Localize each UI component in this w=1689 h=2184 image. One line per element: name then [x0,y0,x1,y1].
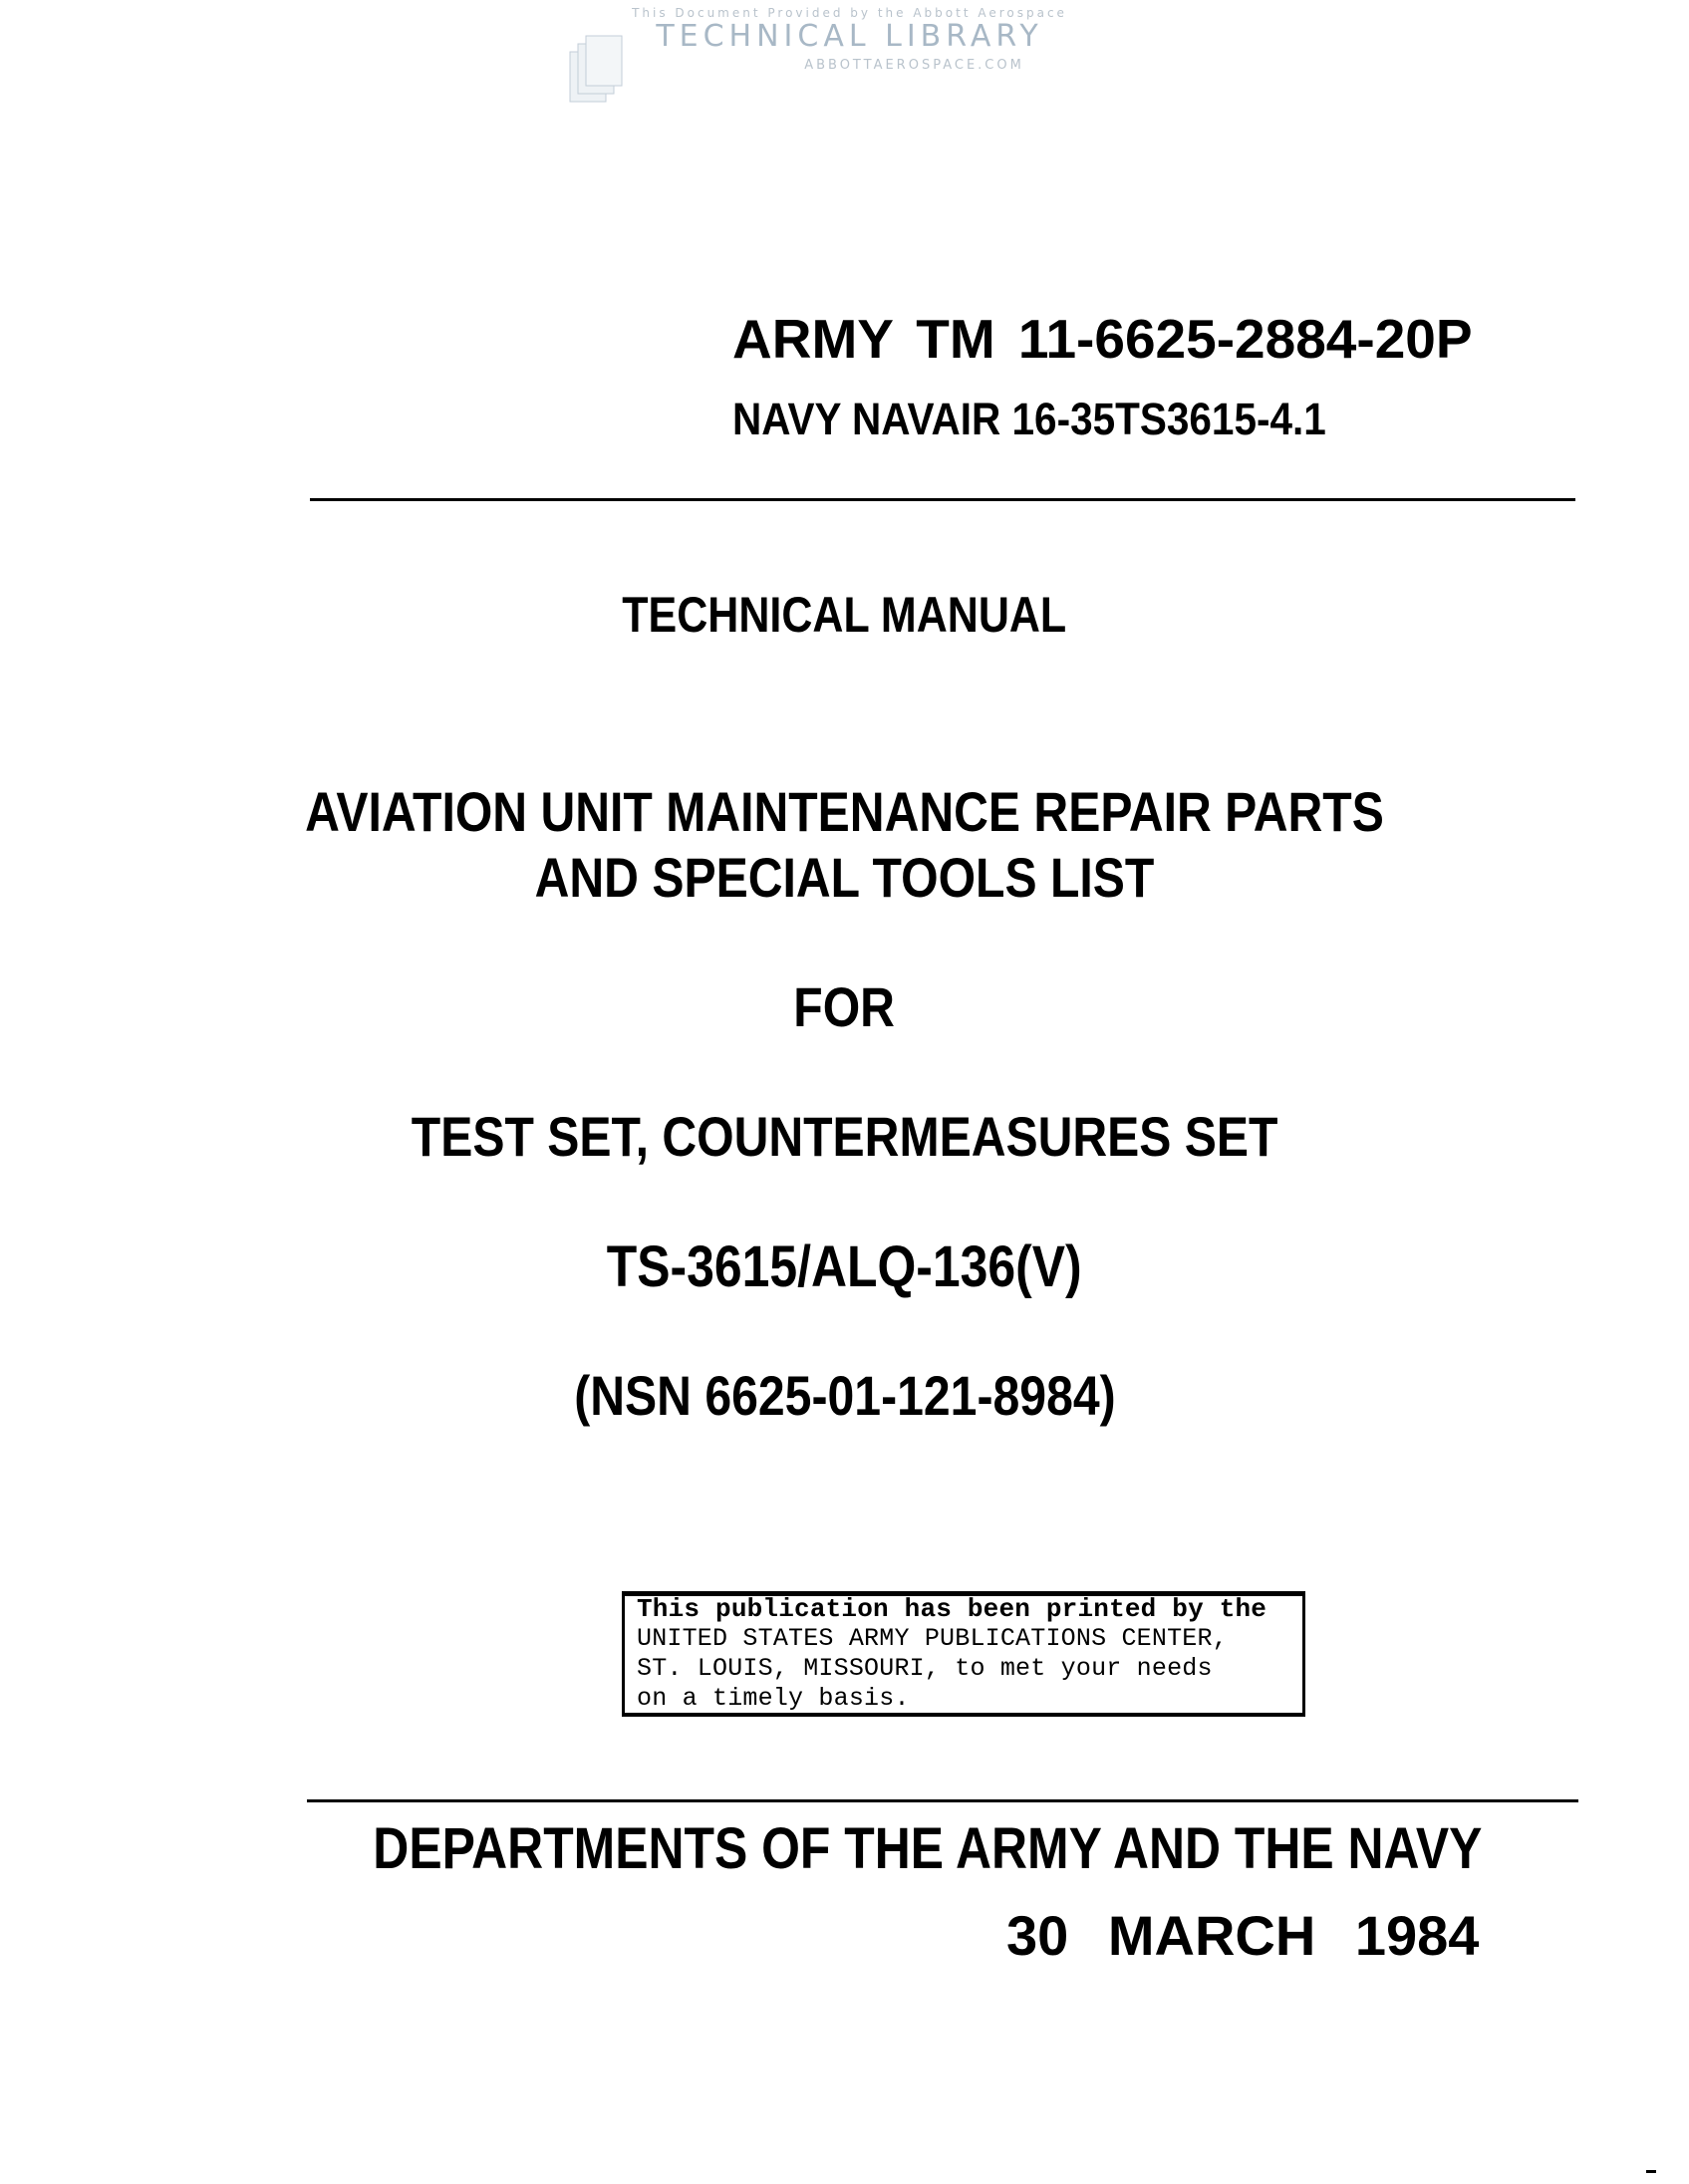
watermark-library: TECHNICAL LIBRARY [656,19,1043,54]
stamp-line-3: ST. LOUIS, MISSOURI, to met your needs [637,1654,1213,1683]
title-line-2 [0,845,1689,910]
departments-text: DEPARTMENTS OF THE ARMY AND THE NAVY [373,1816,1483,1881]
doc-type-text: TECHNICAL MANUAL [622,587,1067,643]
corner-mark [1646,2170,1656,2173]
bottom-divider [307,1799,1578,1802]
army-tm-number: ARMY TM 11-6625-2884-20P [732,308,1473,370]
navy-navair-number: NAVY NAVAIR 16-35TS3615-4.1 [732,394,1326,444]
departments [0,1815,1689,1882]
nsn-number [0,1363,1689,1428]
title-line-1-text: AVIATION UNIT MAINTENANCE REPAIR PARTS [305,780,1384,843]
top-divider [310,498,1575,501]
printing-stamp [622,1591,1305,1717]
equipment-name-text: TEST SET, COUNTERMEASURES SET [411,1105,1278,1168]
nsn-number-text: (NSN 6625-01-121-8984) [573,1364,1116,1427]
watermark-provided-by: This Document Provided by the Abbott Aerospace [632,6,1067,20]
publication-date: 30 MARCH 1984 [1006,1904,1480,1967]
doc-type [0,586,1689,644]
title-line-1 [0,779,1689,844]
equipment-name [0,1104,1689,1169]
stamp-line-2: UNITED STATES ARMY PUBLICATIONS CENTER, [637,1624,1228,1653]
watermark-url: ABBOTTAEROSPACE.COM [804,58,1024,73]
title-for-text: FOR [793,975,896,1038]
stamp-line-1: This publication has been printed by the [637,1594,1267,1624]
model-number [0,1233,1689,1300]
model-number-text: TS-3615/ALQ-136(V) [607,1234,1082,1299]
stamp-line-4: on a timely basis. [637,1684,910,1713]
title-for [0,974,1689,1039]
title-line-2-text: AND SPECIAL TOOLS LIST [534,846,1155,909]
